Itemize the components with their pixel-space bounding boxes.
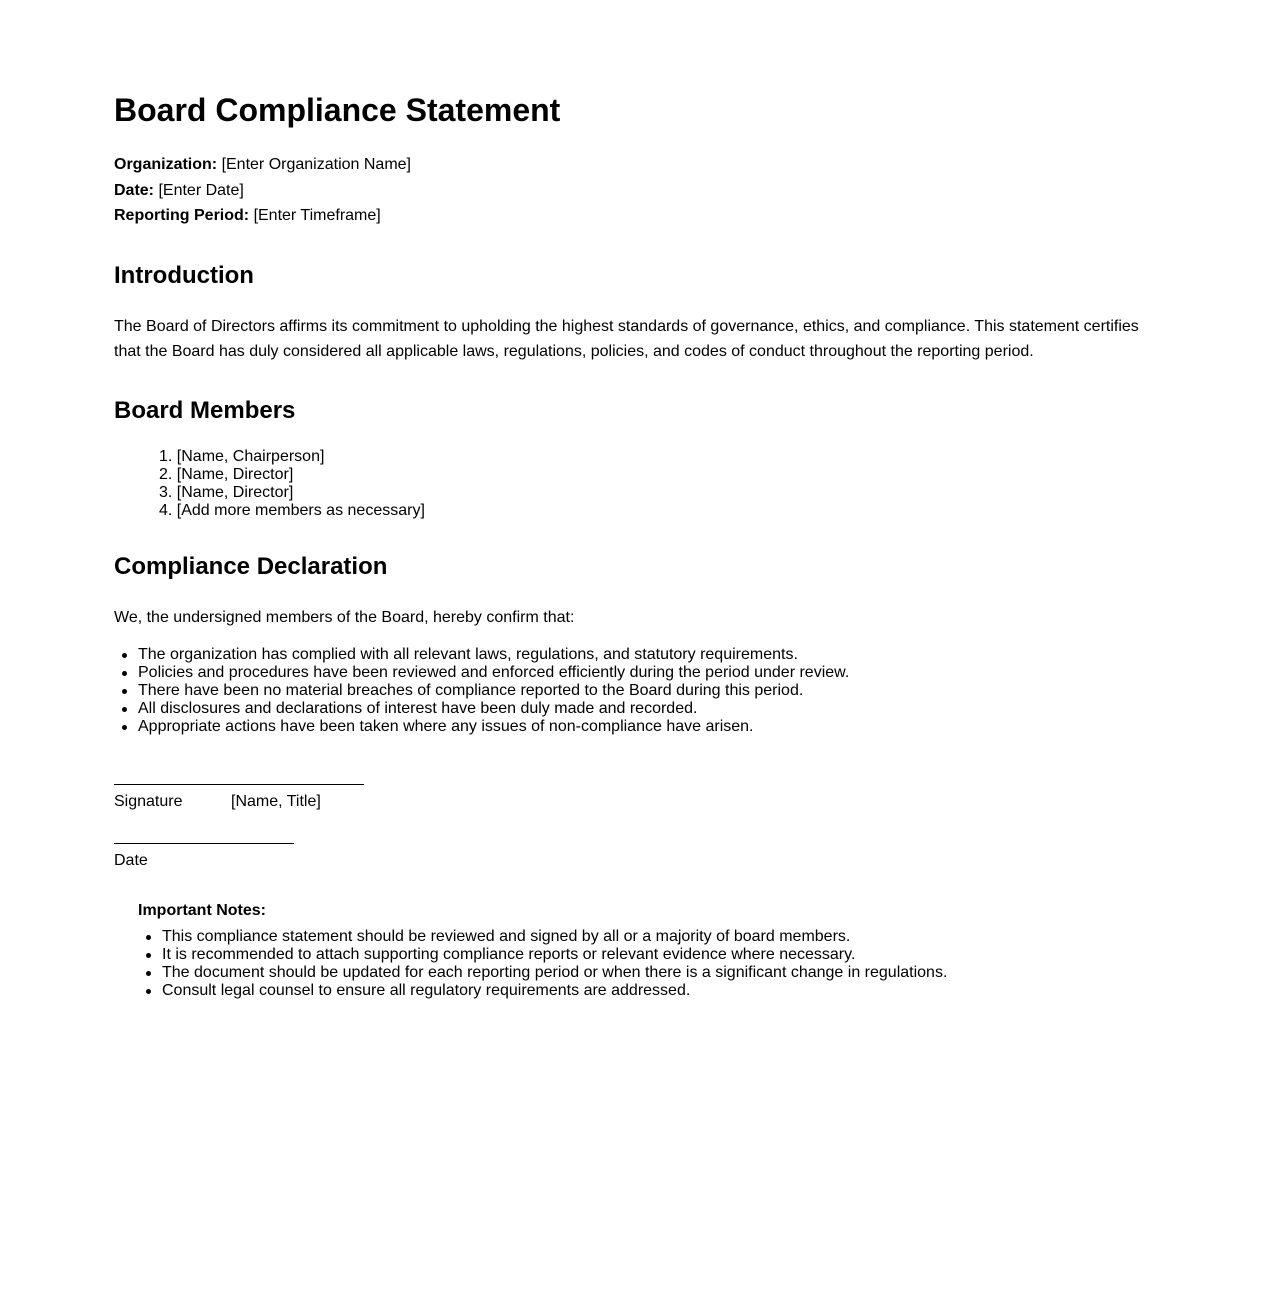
bullet-icon <box>122 671 127 676</box>
organization-label: Organization: <box>114 156 218 173</box>
list-item: The document should be updated for each reporting period or when there is a significant change in regulations. <box>138 964 947 982</box>
date-value: [Enter Date] <box>158 182 244 199</box>
organization-line <box>114 155 411 175</box>
organization-value: [Enter Organization Name] <box>221 156 411 173</box>
list-item: Appropriate actions have been taken where any issues of non-compliance have arisen. <box>114 718 849 736</box>
list-item: It is recommended to attach supporting compliance reports or relevant evidence where necessary. <box>138 946 947 964</box>
bullet-icon <box>146 953 151 958</box>
list-item: Consult legal counsel to ensure all regulatory requirements are addressed. <box>138 982 947 1000</box>
document-title: Board Compliance Statement <box>114 92 561 128</box>
bullet-icon <box>146 971 151 976</box>
date-signature-line <box>114 843 294 844</box>
list-item: This compliance statement should be reviewed and signed by all or a majority of board members. <box>138 928 947 946</box>
list-item: Policies and procedures have been reviewed and enforced efficiently during the period under review. <box>114 664 849 682</box>
list-item: 4. [Add more members as necessary] <box>159 502 425 519</box>
date-label: Date: <box>114 182 155 199</box>
date-line <box>114 181 244 201</box>
signer-name-title: [Name, Title] <box>231 793 321 810</box>
important-notes-heading: Important Notes: <box>138 902 266 919</box>
bullet-icon <box>122 689 127 694</box>
board-members-heading: Board Members <box>114 397 296 424</box>
reporting-period-line <box>114 206 381 226</box>
bullet-icon <box>146 989 151 994</box>
signature-line <box>114 784 364 785</box>
board-members-list <box>159 448 425 520</box>
bullet-icon <box>146 935 151 940</box>
reporting-period-value: [Enter Timeframe] <box>253 207 381 224</box>
compliance-declaration-heading: Compliance Declaration <box>114 553 388 580</box>
list-item: The organization has complied with all relevant laws, regulations, and statutory requirements. <box>114 646 849 664</box>
bullet-icon <box>122 725 127 730</box>
signature-label: Signature <box>114 793 183 810</box>
list-item: All disclosures and declarations of interest have been duly made and recorded. <box>114 700 849 718</box>
declaration-intro: We, the undersigned members of the Board, hereby confirm that: <box>114 609 575 626</box>
introduction-heading: Introduction <box>114 262 254 289</box>
list-item: 1. [Name, Chairperson] <box>159 448 325 465</box>
bullet-icon <box>122 707 127 712</box>
list-item: 2. [Name, Director] <box>159 466 294 483</box>
signature-date-label: Date <box>114 852 148 869</box>
bullet-icon <box>122 653 127 658</box>
important-notes-list <box>138 928 947 1000</box>
declaration-list <box>114 646 849 736</box>
reporting-period-label: Reporting Period: <box>114 207 250 224</box>
introduction-text: The Board of Directors affirms its commitment to upholding the highest standards of governance, ethics, and compliance. This statement certifies that the Board has duly considered all applicable laws, regulations, policies, and codes of conduct throughout the reporting period. <box>114 318 1139 360</box>
list-item: 3. [Name, Director] <box>159 484 294 501</box>
list-item: There have been no material breaches of compliance reported to the Board during this period. <box>114 682 849 700</box>
